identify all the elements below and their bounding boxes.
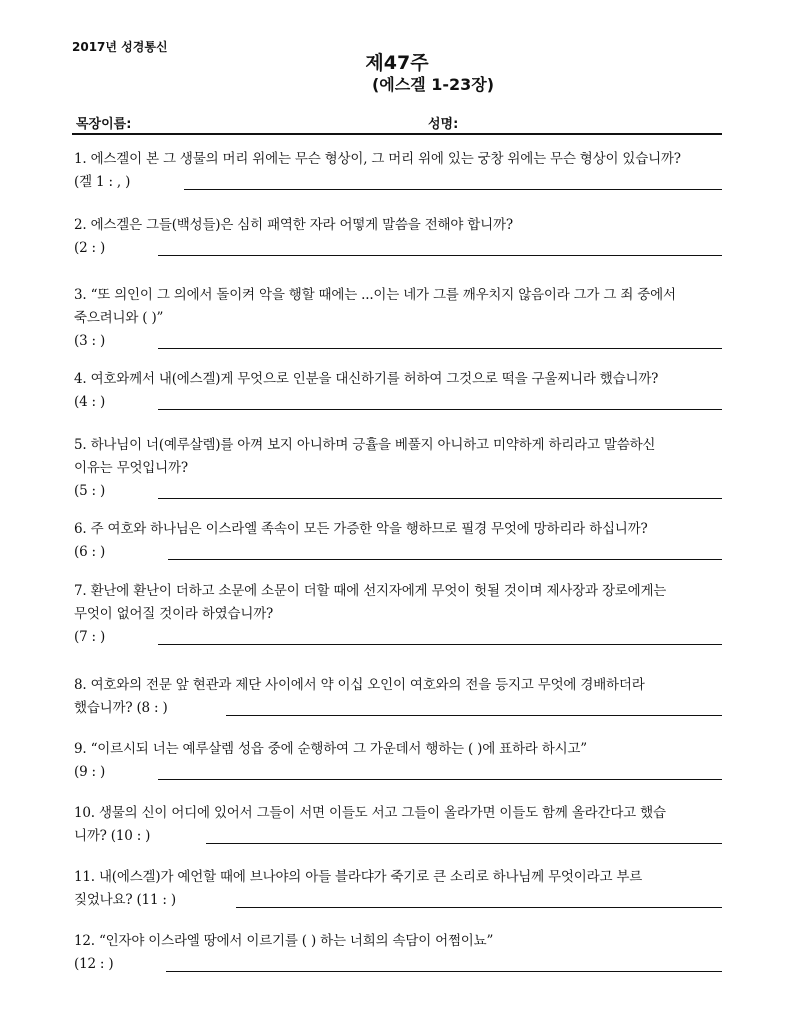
question-11 [74,866,724,912]
question-2 [74,214,724,260]
question-text-cont: 무엇이 없어질 것이라 하였습니까? [74,606,274,622]
question-text-cont: 짖었나요? (11 : ) [74,892,176,908]
answer-row[interactable] [74,697,724,720]
answer-row[interactable] [74,953,724,976]
question-text: 여호와의 전문 앞 현관과 제단 사이에서 약 이십 오인이 여호와의 전을 등지고 무엇에 경배하더라 [90,677,645,693]
question-text-cont: 이유는 무엇입니까? [74,460,188,476]
header-year-label: 2017년 성경통신 [72,40,168,54]
question-7 [74,580,724,649]
answer-row[interactable] [74,330,724,353]
verse-ref: (2 : ) [74,240,106,256]
question-text: 생물의 신이 어디에 있어서 그들이 서면 이들도 서고 그들이 올라가면 이들도 함께 올라간다고 했습 [98,805,666,821]
group-name-label: 목장이름: [76,117,132,132]
question-text: 하나님이 너(예루살렘)를 아껴 보지 아니하며 긍휼을 베풀지 아니하고 미약하게 하리라고 말씀하신 [90,437,656,453]
question-number: 3. [74,287,87,303]
verse-ref: (3 : ) [74,333,106,349]
question-3 [74,284,724,353]
question-number: 10. [74,805,95,821]
question-text: 에스겔이 본 그 생물의 머리 위에는 무슨 형상이, 그 머리 위에 있는 궁창 위에는 무슨 형상이 있습니까? [90,151,681,167]
question-5 [74,434,724,503]
answer-line[interactable] [158,348,722,349]
question-10 [74,802,724,848]
question-12 [74,930,724,976]
question-number: 6. [74,521,87,537]
question-number: 9. [74,741,87,757]
question-number: 11. [74,869,95,885]
question-1 [74,148,724,194]
answer-row[interactable] [74,391,724,414]
answer-line[interactable] [158,644,722,645]
signature-label: 성명: [428,117,459,132]
question-number: 1. [74,151,87,167]
question-6 [74,518,724,564]
verse-ref: (7 : ) [74,629,106,645]
answer-row[interactable] [74,541,724,564]
answer-line[interactable] [158,779,722,780]
answer-row[interactable] [74,237,724,260]
answer-row[interactable] [74,825,724,848]
question-4 [74,368,724,414]
answer-line[interactable] [206,843,722,844]
question-number: 7. [74,583,87,599]
chapter-range: (에스겔 1-23장) [371,75,495,94]
question-number: 2. [74,217,87,233]
question-text: “또 의인이 그 의에서 돌이켜 악을 행할 때에는 ...이는 네가 그를 깨우치지 않음이라 그가 그 죄 중에서 [90,287,676,303]
question-9 [74,738,724,784]
answer-row[interactable] [74,626,724,649]
verse-ref: (9 : ) [74,764,106,780]
answer-row[interactable] [74,171,724,194]
question-text-cont: 했습니까? (8 : ) [74,700,168,716]
question-text: 환난에 환난이 더하고 소문에 소문이 더할 때에 선지자에게 무엇이 헛될 것이며 제사장과 장로에게는 [90,583,667,599]
verse-ref: (4 : ) [74,394,106,410]
verse-ref: (12 : ) [74,956,114,972]
question-text: 여호와께서 내(에스겔)게 무엇으로 인분을 대신하기를 허하여 그것으로 떡을 구울찌니라 했습니까? [90,371,659,387]
name-sign-row[interactable] [72,111,722,135]
question-number: 12. [74,933,95,949]
answer-line[interactable] [184,189,722,190]
question-text: 주 여호와 하나님은 이스라엘 족속이 모든 가증한 악을 행하므로 필경 무엇에 망하리라 하십니까? [90,521,648,537]
question-text: “인자야 이스라엘 땅에서 이르기를 ( ) 하는 너희의 속담이 어쩜이뇨” [98,933,494,949]
question-number: 4. [74,371,87,387]
answer-line[interactable] [158,409,722,410]
answer-line[interactable] [158,255,722,256]
question-text-cont: 니까? (10 : ) [74,828,151,844]
question-text: 내(에스겔)가 예언할 때에 브나야의 아들 블라댜가 죽기로 큰 소리로 하나님께 무엇이라고 부르 [98,869,643,885]
answer-line[interactable] [226,715,722,716]
question-text-cont: 죽으려니와 ( )” [74,310,164,326]
answer-line[interactable] [166,971,722,972]
answer-row[interactable] [74,761,724,784]
verse-ref: (겔 1 : , ) [74,174,131,190]
answer-line[interactable] [168,559,722,560]
verse-ref: (6 : ) [74,544,106,560]
answer-line[interactable] [236,907,722,908]
question-number: 8. [74,677,87,693]
question-8 [74,674,724,720]
verse-ref: (5 : ) [74,483,106,499]
answer-line[interactable] [158,498,722,499]
answer-row[interactable] [74,889,724,912]
week-title: 제47주 [365,52,429,74]
question-text: 에스겔은 그들(백성들)은 심히 패역한 자라 어떻게 말씀을 전해야 합니까? [90,217,513,233]
question-text: “이르시되 너는 예루살렘 성읍 중에 순행하여 그 가운데서 행하는 ( )에 표하라 하시고” [90,741,587,757]
question-number: 5. [74,437,87,453]
answer-row[interactable] [74,480,724,503]
